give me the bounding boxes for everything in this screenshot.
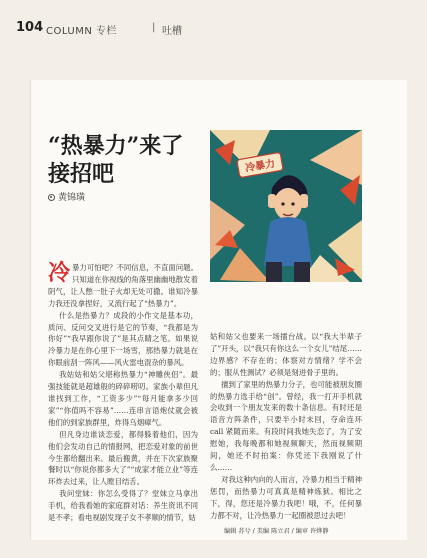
paragraph: 冷暴力可怕吧？不同信息，不直面问题。只知道在你视线的角落里幽幽地散发着阴气，让人憋一肚子火却无处可撒。谁知冷暴力我还没拿捏好，又流行起了“热暴力”。 <box>48 260 198 308</box>
page-header <box>0 0 427 46</box>
paragraph: 我问堂妹：你怎么受得了？堂妹立马拿出手机，给我看她的家庭群对话：养生资讯不同是不孝；看电视剧发现子女不孝顺的情节，姑 <box>48 489 198 523</box>
title-line-1: “热暴力”来了 <box>48 133 184 159</box>
author-icon <box>48 194 55 201</box>
paragraph: 姑和姑父也要来一场擂台战。以“我大半辈子了”开头，以“我只有你这么一个女儿”结尾……边界感？不存在的；体察对方情绪？学不会的；服从性测试？必须是刻进骨子里的。 <box>210 332 362 377</box>
text-column-2 <box>210 331 362 522</box>
sign-text: 冷暴力 <box>244 158 276 175</box>
author-name: 黄锦璜 <box>58 193 86 203</box>
page-number: 104 <box>16 20 44 35</box>
paragraph: 对我这种内向的人而言，冷暴力相当于精神惩罚，而热暴力可真真是精神炼狱。相比之下，得，您还是冷暴力我吧！哦，不，任何暴力都不对，让冷热暴力一起圈被思过去吧！ <box>210 474 362 520</box>
paragraph: 我姑姑和姑父堪称热暴力“神雕侠侣”。最强技能就是超雄般的碎碎唠叨。家族小辈但凡谁找到工作，“工资多少”“每月能拿多少回家”“你值吗不容易”……连串言语炮仗就会被他们的到家族群里，炸得乌烟瘴气。 <box>48 370 198 427</box>
text-column-1 <box>48 262 198 524</box>
paragraph: 什么是热暴力？成段的小作文是基本功，质问、反问交叉进行是它的节奏，“我都是为你好”“我早跟你说了”是其点睛之笔。如果说冷暴力是在你心里下一场雪，那热暴力就是在你眼前刮一阵风——风火雷电混杂的暴风。 <box>48 310 198 368</box>
title-line-2: 接招吧 <box>48 161 115 187</box>
section-name: 吐槽 <box>162 26 182 37</box>
paragraph: 擅到了家里的热暴力分子，也可能被朋友圈的热暴力选手给“创”。曾经，我一打开手机就会收到一个朋友发来的数十条信息。有时还是语音方阵条件，只要半小时未回，夺命连环 call 紧随而来。有段时间我她失恋了，为了安慰她，我每晚都和她视频聊天，然而视频期间，她还不时拍案：你凭还下我刚说了什么…… <box>210 379 362 472</box>
column-label: COLUMN 专栏 <box>46 26 118 37</box>
paragraph: 但凡身边谁谈恋爱，都得躲着他们，因为他们会发动自己的情报网，把恋爱对象的前世今生都给翻出来。最后搬黄，并在下次家族聚餐时以“你说你都多大了”“成家才能立业”等连环炸去过来，让人瞠目结舌。 <box>48 429 198 487</box>
editorial-credits: 编辑 苏兮 / 美编 陈立君 / 编审 许烨静 <box>224 528 329 535</box>
article-illustration <box>210 130 362 282</box>
article-title <box>48 132 183 188</box>
header-separator: | <box>152 22 156 33</box>
byline <box>48 190 85 203</box>
drop-cap: 冷 <box>48 260 71 286</box>
